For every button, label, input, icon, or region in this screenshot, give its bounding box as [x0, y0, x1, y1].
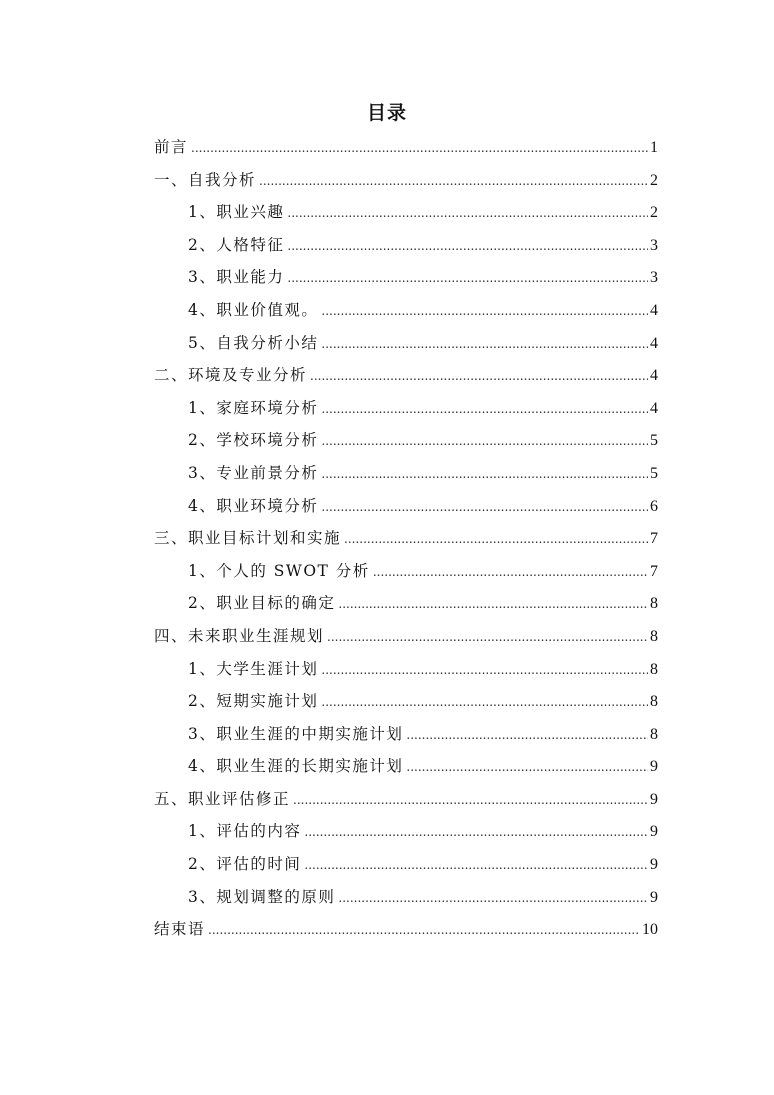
dot-leader [338, 590, 648, 618]
toc-entry-label: 1、职业兴趣 [188, 203, 285, 222]
toc-entry[interactable] [154, 524, 658, 557]
toc-entry-label: 3、规划调整的原则 [188, 887, 336, 906]
toc-entry-label: 二、环境及专业分析 [154, 366, 308, 385]
toc-entry-label: 3、专业前景分析 [188, 463, 319, 482]
dot-leader [373, 558, 648, 586]
dot-leader [304, 851, 648, 879]
dot-leader [321, 688, 648, 716]
dot-leader [406, 753, 648, 781]
toc-entry-label: 5、自我分析小结 [188, 333, 319, 352]
toc-list [154, 133, 658, 948]
toc-entry[interactable] [154, 720, 658, 753]
dot-leader [287, 232, 648, 260]
dot-leader [321, 330, 648, 358]
toc-entry[interactable] [154, 915, 658, 948]
toc-entry-page: 4 [650, 301, 658, 319]
dot-leader [327, 623, 648, 651]
dot-leader [293, 786, 648, 814]
dot-leader [287, 264, 648, 292]
toc-entry-page: 4 [650, 334, 658, 352]
toc-entry[interactable] [154, 166, 658, 199]
toc-entry[interactable] [154, 263, 658, 296]
toc-entry[interactable] [154, 329, 658, 362]
toc-entry-page: 7 [650, 530, 658, 548]
toc-entry[interactable] [154, 883, 658, 916]
toc-entry-label: 四、未来职业生涯规划 [154, 626, 325, 645]
dot-leader [321, 395, 648, 423]
toc-entry[interactable] [154, 492, 658, 525]
dot-leader [321, 460, 648, 488]
toc-entry[interactable] [154, 622, 658, 655]
dot-leader [304, 818, 648, 846]
toc-entry-page: 2 [650, 171, 658, 189]
toc-entry-label: 4、职业生涯的长期实施计划 [188, 757, 404, 776]
toc-entry-page: 6 [650, 497, 658, 515]
toc-entry-page: 3 [650, 236, 658, 254]
toc-entry-page: 9 [650, 888, 658, 906]
toc-entry[interactable] [154, 687, 658, 720]
toc-entry[interactable] [154, 557, 658, 590]
toc-entry-page: 8 [650, 693, 658, 711]
toc-entry-label: 2、学校环境分析 [188, 431, 319, 450]
toc-entry-page: 8 [650, 725, 658, 743]
dot-leader [310, 362, 648, 390]
toc-entry-label: 1、大学生涯计划 [188, 659, 319, 678]
dot-leader [321, 493, 648, 521]
dot-leader [321, 656, 648, 684]
toc-title: 目录 [366, 102, 407, 124]
toc-entry-page: 9 [650, 823, 658, 841]
toc-entry-page: 5 [650, 464, 658, 482]
toc-entry[interactable] [154, 817, 658, 850]
toc-entry-label: 结束语 [154, 920, 206, 939]
toc-entry-label: 前言 [154, 138, 189, 156]
toc-entry[interactable] [154, 459, 658, 492]
toc-entry-page: 4 [650, 367, 658, 385]
dot-leader [344, 525, 648, 553]
toc-entry[interactable] [154, 426, 658, 459]
toc-entry-label: 2、短期实施计划 [188, 692, 319, 711]
toc-entry-page: 9 [650, 856, 658, 874]
toc-entry-page: 9 [650, 790, 658, 808]
dot-leader [406, 721, 648, 749]
toc-entry-page: 7 [650, 562, 658, 580]
toc-entry-label: 2、人格特征 [188, 235, 285, 254]
toc-entry-label: 3、职业生涯的中期实施计划 [188, 724, 404, 743]
toc-entry[interactable] [154, 850, 658, 883]
toc-entry-label: 五、职业评估修正 [154, 789, 291, 808]
dot-leader [259, 167, 648, 195]
toc-entry[interactable] [154, 589, 658, 622]
toc-entry[interactable] [154, 752, 658, 785]
toc-entry-label: 4、职业环境分析 [188, 496, 319, 515]
toc-entry-label: 2、职业目标的确定 [188, 594, 336, 613]
toc-entry-label: 3、职业能力 [188, 268, 285, 287]
toc-entry-label: 1、家庭环境分析 [188, 398, 319, 417]
toc-entry-label: 2、评估的时间 [188, 855, 302, 874]
toc-entry[interactable] [154, 133, 658, 166]
dot-leader [321, 297, 648, 325]
toc-entry[interactable] [154, 361, 658, 394]
toc-entry-label: 一、自我分析 [154, 170, 257, 189]
toc-entry-page: 1 [650, 139, 658, 156]
toc-entry[interactable] [154, 655, 658, 688]
toc-entry-label: 1、评估的内容 [188, 822, 302, 841]
dot-leader [208, 916, 640, 944]
dot-leader [338, 884, 648, 912]
toc-entry[interactable] [154, 785, 658, 818]
toc-entry-page: 4 [650, 399, 658, 417]
toc-entry-label: 三、职业目标计划和实施 [154, 529, 342, 548]
toc-entry-page: 3 [650, 269, 658, 287]
toc-entry[interactable] [154, 198, 658, 231]
toc-entry[interactable] [154, 394, 658, 427]
toc-entry-page: 2 [650, 204, 658, 222]
toc-entry-page: 8 [650, 660, 658, 678]
toc-entry[interactable] [154, 231, 658, 264]
toc-entry-page: 9 [650, 758, 658, 776]
toc-entry-page: 8 [650, 595, 658, 613]
dot-leader [321, 427, 648, 455]
toc-entry-label: 1、个人的 SWOT 分析 [188, 561, 370, 580]
dot-leader [191, 134, 648, 162]
toc-entry-page: 10 [642, 921, 658, 939]
dot-leader [287, 199, 648, 227]
toc-entry-label: 4、职业价值观。 [188, 300, 319, 319]
toc-entry-page: 5 [650, 432, 658, 450]
toc-entry-page: 8 [650, 627, 658, 645]
toc-entry[interactable] [154, 296, 658, 329]
